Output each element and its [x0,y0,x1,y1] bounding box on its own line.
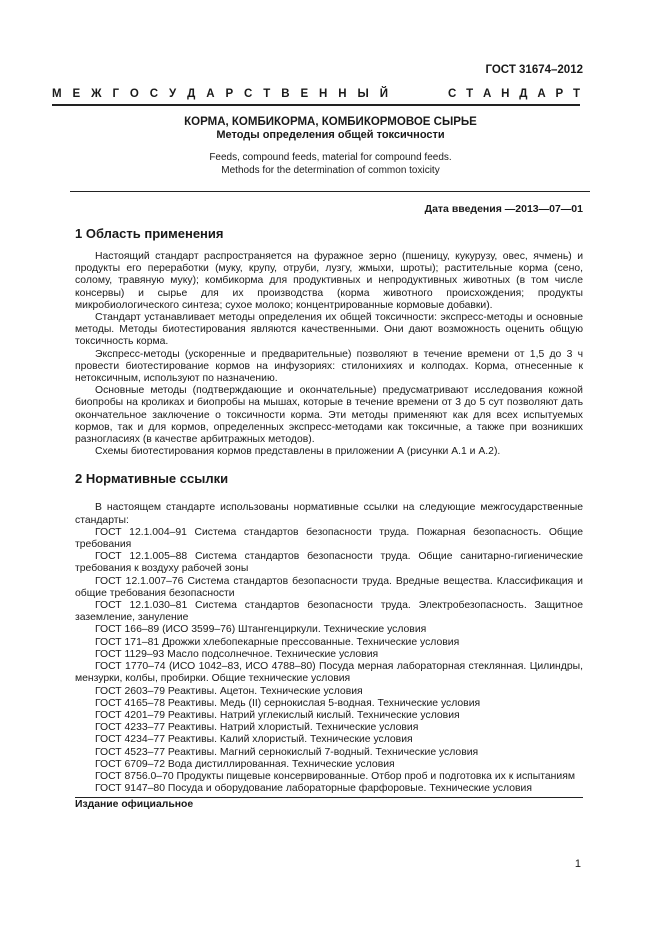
list-item: ГОСТ 9147–80 Посуда и оборудование лабораторные фарфоровые. Технические условия [95,783,532,795]
document-body [75,226,583,810]
banner-letter: С [149,88,159,100]
interstate-standard-banner [52,88,580,100]
page-number: 1 [574,858,581,870]
official-edition-label: Издание официальное [75,797,583,810]
banner-letter: О [129,88,139,100]
standard-number: ГОСТ 31674–2012 [485,64,583,76]
list-item: ГОСТ 4234–77 Реактивы. Калий хлористый. Технические условия [95,734,413,746]
paragraph: Экспресс-методы (ускоренные и предварительные) позволяют в течение времени от 1,5 до 3 ч провести биотестирование кормов на инфузориях: стилонихиях и колподах. Корма, отнесенные к нетоксичным, используют по назначению. [75,348,583,385]
banner-letter: Н [501,88,510,100]
banner-letter: В [281,88,290,100]
paragraph: Основные методы (подтверждающие и окончательные) предусматривают исследования кожной биопробы на кроликах и биопробы на мышах, которые в течение времени от 3 до 5 сут позволяют дать окончательное заключение о токсичности корма. Эти методы применяют как для всех испытуемых кормов, так и для кормов, определенных экспресс-методами как токсичные, а также при возникших разногласиях (в качестве арбитражных методов). [75,385,583,446]
banner-letter: А [206,88,215,100]
banner-letter: Д [187,88,196,100]
banner-letter: У [169,88,177,100]
paragraph: В настоящем стандарте использованы нормативные ссылки на следующие межгосударственные стандарты: [75,502,583,526]
list-item: ГОСТ 1770–74 (ИСО 1042–83, ИСО 4788–80) Посуда мерная лабораторная стеклянная. Цилиндры, мензурки, колбы, пробирки. Общие технические условия [75,661,583,685]
banner-letter: Т [466,88,474,100]
banner-letter: Н [319,88,328,100]
section-normative-references [75,471,583,795]
list-item: ГОСТ 4233–77 Реактивы. Натрий хлористый. Технические условия [95,722,419,734]
list-item: ГОСТ 1129–93 Масло подсолнечное. Технические условия [95,648,379,660]
banner-letter: Е [72,88,81,100]
banner-letter: С [448,88,457,100]
banner-letter: С [244,88,253,100]
list-item: ГОСТ 6709–72 Вода дистиллированная. Технические условия [95,758,395,770]
banner-letter: Н [338,88,347,100]
list-item: ГОСТ 12.1.007–76 Система стандартов безопасности труда. Вредные вещества. Классификация и общие требования безопасности [75,575,583,599]
banner-letter: Т [572,88,580,100]
reference-list [75,527,583,795]
banner-letter: Г [112,88,119,100]
list-item: ГОСТ 166–89 (ИСО 3599–76) Штангенциркули. Технические условия [95,624,427,636]
list-item: ГОСТ 12.1.005–88 Система стандартов безопасности труда. Общие санитарно-гигиенические требования к воздуху рабочей зоны [75,551,583,575]
title-russian: КОРМА, КОМБИКОРМА, КОМБИКОРМОВОЕ СЫРЬЕ [184,116,477,128]
section-scope [75,226,583,458]
subtitle-russian: Методы определения общей токсичности [216,129,445,141]
title-block [0,116,661,177]
list-item: ГОСТ 4165–78 Реактивы. Медь (II) сернокислая 5-водная. Технические условия [95,697,481,709]
list-item: ГОСТ 8756.0–70 Продукты пищевые консервированные. Отбор проб и подготовка их к испытаниям [95,770,575,782]
list-item: ГОСТ 2603–79 Реактивы. Ацетон. Технические условия [95,685,363,697]
banner-letter: А [483,88,492,100]
header-rule [52,104,580,106]
title-rule [70,191,590,192]
list-item: ГОСТ 12.1.030–81 Система стандартов безопасности труда. Электробезопасность. Защитное заземление, зануление [75,600,583,624]
banner-letter: Й [379,88,388,100]
banner-letter: М [52,88,62,100]
section-heading: 2 Нормативные ссылки [75,471,229,487]
paragraph: Стандарт устанавливает методы определения их общей токсичности: экспресс-методы и основные методы. Методы биотестирования являются качественными. Они дают возможность оценить общую токсичность корма. [75,312,583,348]
list-item: ГОСТ 4523–77 Реактивы. Магний сернокислый 7-водный. Технические условия [95,746,479,758]
title-english-line-1: Feeds, compound feeds, material for compound feeds. [209,152,452,163]
list-item: ГОСТ 12.1.004–91 Система стандартов безопасности труда. Пожарная безопасность. Общие требования [75,526,583,551]
banner-letter: Д [519,88,528,100]
banner-letter: Р [225,88,234,100]
banner-letter: Е [300,88,309,100]
title-english-line-2: Methods for the determination of common toxicity [221,165,440,176]
banner-word-standard [448,88,580,100]
banner-word-interstate [52,88,388,100]
banner-letter: Ж [91,88,102,100]
list-item: ГОСТ 171–81 Дрожжи хлебопекарные прессованные. Технические условия [95,636,460,648]
banner-letter: Ы [357,88,369,100]
title-english [0,151,661,177]
banner-letter: А [537,88,546,100]
paragraph: Настоящий стандарт распространяется на фуражное зерно (пшеницу, кукурузу, овес, ячмень) и продукты его переработки (муку, крупу, отруби, лузгу, жмыхи, шроты); растительные корма (сено, солому, травяную муку); комбикорма для продуктивных и непродуктивных животных (в том числе консервы) и сырье для их производства (корма животного происхождения; продукты микробиологического синтеза; сухое молоко; концентрированные кормовые добавки). [75,251,583,311]
banner-letter: Т [263,88,271,100]
introduction-date: Дата введения —2013—07—01 [424,203,583,215]
section-heading: 1 Область применения [75,226,224,241]
paragraph: Схемы биотестирования кормов представлены в приложении А (рисунки А.1 и А.2). [95,446,501,458]
list-item: ГОСТ 4201–79 Реактивы. Натрий углекислый кислый. Технические условия [95,709,460,721]
banner-letter: Р [555,88,564,100]
